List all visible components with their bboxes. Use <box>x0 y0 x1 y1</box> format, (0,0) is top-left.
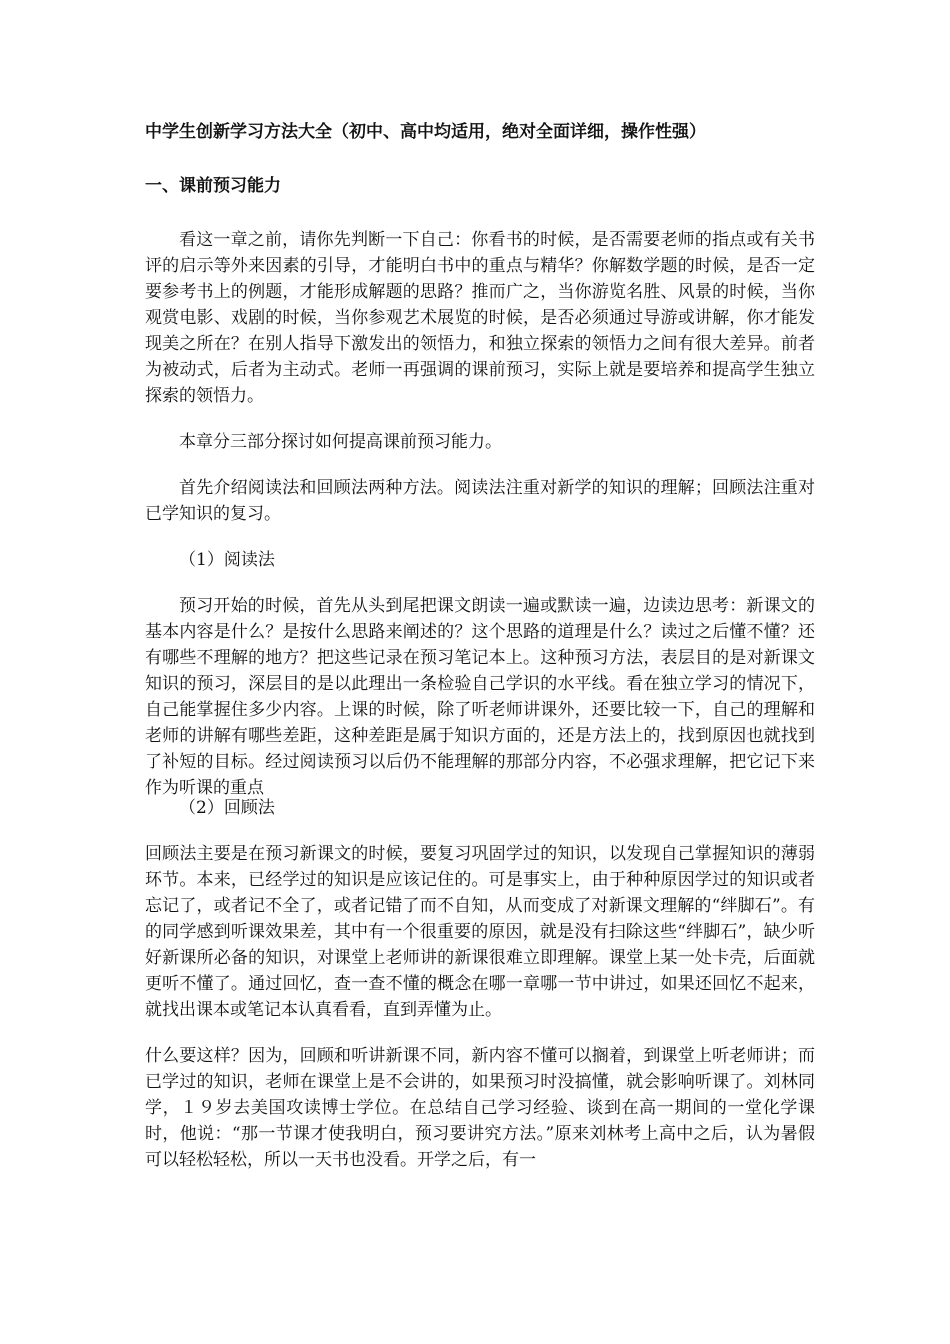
paragraph-methods: 首先介绍阅读法和回顾法两种方法。阅读法注重对新学的知识的理解；回顾法注重对已学知识的复习。 <box>145 478 815 524</box>
section-heading: 一、课前预习能力 <box>145 176 281 196</box>
document-title: 中学生创新学习方法大全（初中、高中均适用，绝对全面详细，操作性强） <box>145 122 706 142</box>
subheading-reading-method: （1）阅读法 <box>179 550 275 570</box>
subheading-review-method: （2）回顾法 <box>179 798 275 818</box>
paragraph-overview: 本章分三部分探讨如何提高课前预习能力。 <box>179 432 502 452</box>
paragraph-why-review: 什么要这样？因为，回顾和听讲新课不同，新内容不懂可以搁着，到课堂上听老师讲；而已学过的知识，老师在课堂上是不会讲的，如果预习时没搞懂，就会影响听课了。刘林同学，１９岁去美国攻读博士学位。在总结自己学习经验、谈到在高一期间的一堂化学课时，他说：“那一节课才使我明白，预习要讲究方法。”原来刘林考上高中之后，认为暑假可以轻松轻松，所以一天书也没看。开学之后，有一 <box>145 1046 815 1170</box>
document-page <box>145 120 815 1193</box>
paragraph-review-method: 回顾法主要是在预习新课文的时候，要复习巩固学过的知识，以发现自己掌握知识的薄弱环节。本来，已经学过的知识是应该记住的。可是事实上，由于种种原因学过的知识或者忘记了，或者记不全了，或者记错了而不自知，从而变成了对新课文理解的“绊脚石”。有的同学感到听课效果差，其中有一个很重要的原因，就是没有扫除这些“绊脚石”，缺少听好新课所必备的知识，对课堂上老师讲的新课很难立即理解。课堂上某一处卡壳，后面就更听不懂了。通过回忆，查一查不懂的概念在哪一章哪一节中讲过，如果还回忆不起来，就找出课本或笔记本认真看看，直到弄懂为止。 <box>145 844 815 1020</box>
paragraph-reading-method: 预习开始的时候，首先从头到尾把课文朗读一遍或默读一遍，边读边思考：新课文的基本内容是什么？是按什么思路来阐述的？这个思路的道理是什么？读过之后懂不懂？还有哪些不理解的地方？把这些记录在预习笔记本上。这种预习方法，表层目的是对新课文知识的预习，深层目的是以此理出一条检验自己学识的水平线。看在独立学习的情况下，自己能掌握住多少内容。上课的时候，除了听老师讲课外，还要比较一下，自己的理解和老师的讲解有哪些差距，这种差距是属于知识方面的，还是方法上的，找到原因也就找到了补短的目标。经过阅读预习以后仍不能理解的那部分内容，不必强求理解，把它记下来作为听课的重点 <box>145 596 815 798</box>
paragraph-intro: 看这一章之前，请你先判断一下自己：你看书的时候，是否需要老师的指点或有关书评的启示等外来因素的引导，才能明白书中的重点与精华？你解数学题的时候，是否一定要参考书上的例题，才能形成解题的思路？推而广之，当你游览名胜、风景的时候，当你观赏电影、戏剧的时候，当你参观艺术展览的时候，是否必须通过导游或讲解，你才能发现美之所在？在别人指导下激发出的领悟力，和独立探索的领悟力之间有很大差异。前者为被动式，后者为主动式。老师一再强调的课前预习，实际上就是要培养和提高学生独立探索的领悟力。 <box>145 230 815 406</box>
